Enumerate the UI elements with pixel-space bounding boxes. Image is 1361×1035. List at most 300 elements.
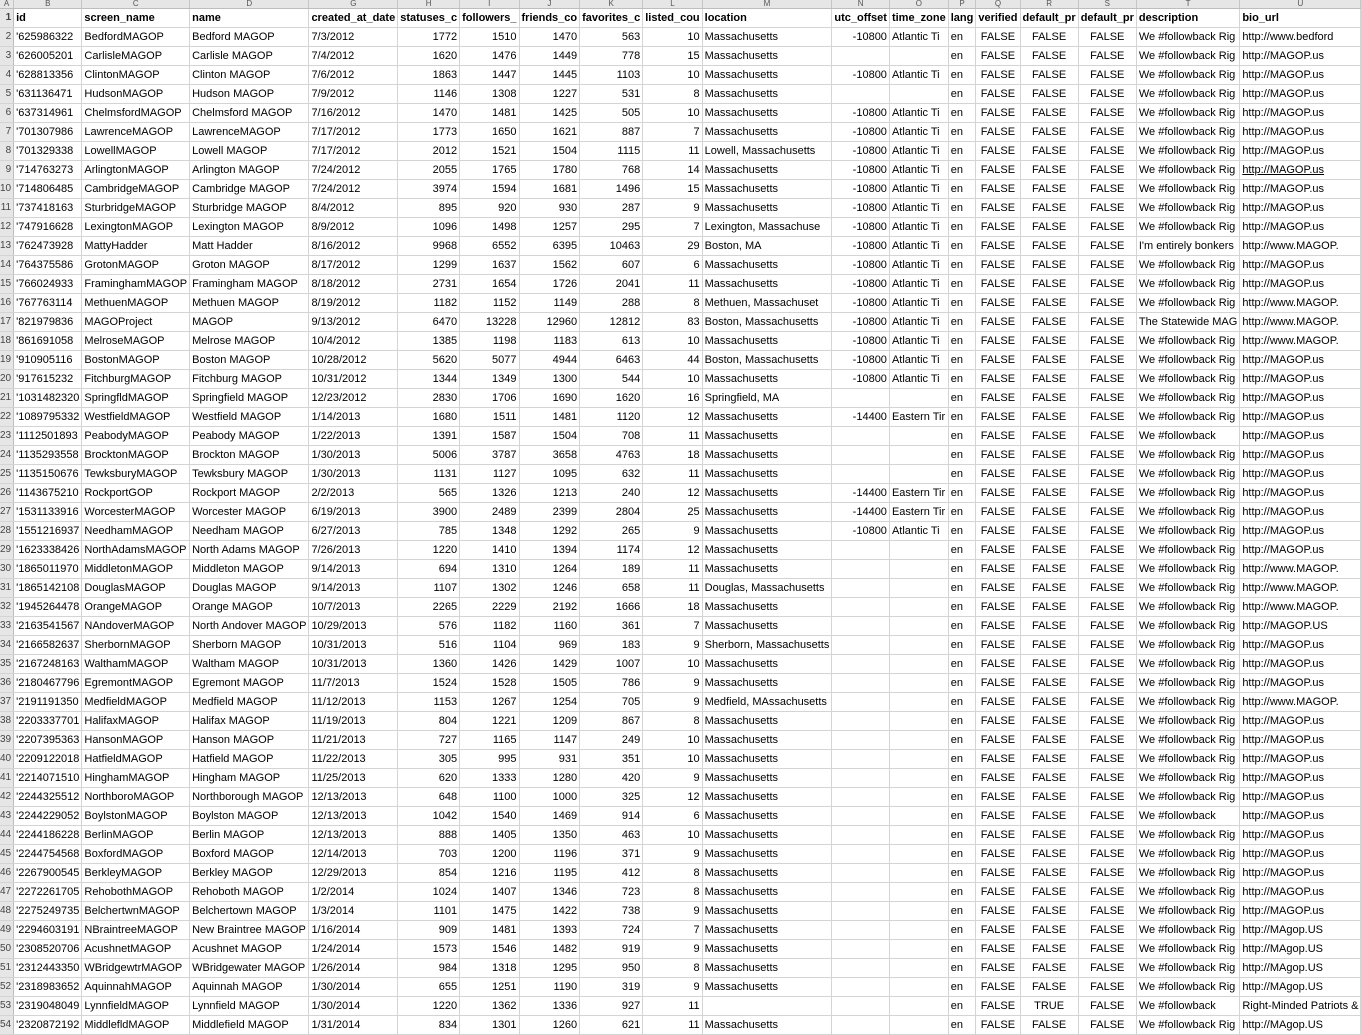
table-cell[interactable]: '917615232 — [14, 370, 82, 389]
row-number[interactable]: 11 — [0, 199, 14, 218]
column-letter[interactable]: O — [889, 0, 948, 9]
table-cell[interactable]: FALSE — [1078, 104, 1136, 123]
table-cell[interactable]: FALSE — [1078, 218, 1136, 237]
table-cell[interactable]: 1007 — [580, 655, 643, 674]
table-cell[interactable]: en — [948, 902, 976, 921]
row-number[interactable]: 12 — [0, 218, 14, 237]
table-cell[interactable]: -10800 — [832, 123, 890, 142]
table-cell[interactable]: FALSE — [1078, 237, 1136, 256]
table-cell[interactable]: 10/31/2013 — [309, 655, 398, 674]
table-cell[interactable]: 16 — [643, 389, 702, 408]
table-cell[interactable] — [889, 921, 948, 940]
table-cell[interactable]: BrocktonMAGOP — [82, 446, 190, 465]
table-cell[interactable]: 8 — [643, 85, 702, 104]
table-cell[interactable]: Acushnet MAGOP — [190, 940, 309, 959]
table-cell[interactable]: 786 — [580, 674, 643, 693]
table-cell[interactable]: 1504 — [519, 142, 580, 161]
field-header-cell[interactable]: friends_co — [519, 9, 580, 28]
table-cell[interactable]: 1587 — [460, 427, 519, 446]
table-cell[interactable] — [889, 560, 948, 579]
table-cell[interactable]: '2167248163 — [14, 655, 82, 674]
table-cell[interactable]: Peabody MAGOP — [190, 427, 309, 446]
table-cell[interactable]: 1096 — [398, 218, 460, 237]
table-cell[interactable]: FALSE — [1078, 47, 1136, 66]
table-cell[interactable]: 11/19/2013 — [309, 712, 398, 731]
table-cell[interactable]: 1333 — [460, 769, 519, 788]
table-cell[interactable] — [832, 446, 890, 465]
table-cell[interactable]: 854 — [398, 864, 460, 883]
table-cell[interactable]: FALSE — [1020, 237, 1078, 256]
table-cell[interactable]: FALSE — [1078, 180, 1136, 199]
table-cell[interactable]: 516 — [398, 636, 460, 655]
table-cell[interactable]: 371 — [580, 845, 643, 864]
table-cell[interactable]: 9 — [643, 674, 702, 693]
table-cell[interactable]: FALSE — [1078, 560, 1136, 579]
table-cell[interactable]: FALSE — [1020, 826, 1078, 845]
table-cell[interactable]: '2209122018 — [14, 750, 82, 769]
table-cell[interactable]: Medfield MAGOP — [190, 693, 309, 712]
table-cell[interactable]: http://MAGOP.us — [1240, 351, 1361, 370]
table-cell[interactable]: '2244186228 — [14, 826, 82, 845]
table-cell[interactable] — [832, 921, 890, 940]
table-cell[interactable]: 1504 — [519, 427, 580, 446]
row-number[interactable]: 47 — [0, 883, 14, 902]
table-cell[interactable]: en — [948, 332, 976, 351]
table-cell[interactable]: FALSE — [1078, 161, 1136, 180]
table-cell[interactable]: '631136471 — [14, 85, 82, 104]
table-cell[interactable]: 7/17/2012 — [309, 123, 398, 142]
table-cell[interactable]: 12/13/2013 — [309, 826, 398, 845]
table-cell[interactable]: FALSE — [976, 66, 1020, 85]
table-cell[interactable]: 1475 — [460, 902, 519, 921]
table-cell[interactable]: 9 — [643, 940, 702, 959]
table-cell[interactable]: 1362 — [460, 997, 519, 1016]
table-cell[interactable]: '1623338426 — [14, 541, 82, 560]
table-cell[interactable]: Atlantic Ti — [889, 351, 948, 370]
table-cell[interactable]: http://MAgop.US — [1240, 921, 1361, 940]
table-cell[interactable]: en — [948, 940, 976, 959]
table-cell[interactable]: FALSE — [976, 389, 1020, 408]
row-number[interactable]: 37 — [0, 693, 14, 712]
table-cell[interactable]: 1308 — [460, 85, 519, 104]
table-cell[interactable]: 705 — [580, 693, 643, 712]
table-cell[interactable]: 1146 — [398, 85, 460, 104]
table-cell[interactable]: 1/30/2013 — [309, 446, 398, 465]
table-cell[interactable]: 11 — [643, 142, 702, 161]
table-cell[interactable]: NorthboroMAGOP — [82, 788, 190, 807]
table-cell[interactable]: 1182 — [460, 617, 519, 636]
table-cell[interactable]: FALSE — [976, 959, 1020, 978]
table-cell[interactable]: FALSE — [1078, 997, 1136, 1016]
row-number[interactable]: 43 — [0, 807, 14, 826]
row-number[interactable]: 6 — [0, 104, 14, 123]
table-cell[interactable]: en — [948, 123, 976, 142]
table-cell[interactable]: North Adams MAGOP — [190, 541, 309, 560]
table-cell[interactable]: en — [948, 408, 976, 427]
table-cell[interactable]: 1/30/2013 — [309, 465, 398, 484]
table-cell[interactable]: en — [948, 883, 976, 902]
table-cell[interactable]: http://www.MAGOP. — [1240, 598, 1361, 617]
table-cell[interactable]: LawrenceMAGOP — [82, 123, 190, 142]
table-cell[interactable]: 1246 — [519, 579, 580, 598]
table-cell[interactable]: We #followback Rig — [1136, 142, 1239, 161]
table-cell[interactable]: 930 — [519, 199, 580, 218]
table-cell[interactable]: Atlantic Ti — [889, 199, 948, 218]
table-cell[interactable]: 1182 — [398, 294, 460, 313]
table-cell[interactable]: 1470 — [398, 104, 460, 123]
table-cell[interactable]: We #followback Rig — [1136, 712, 1239, 731]
row-number[interactable]: 1 — [0, 9, 14, 28]
table-cell[interactable]: We #followback Rig — [1136, 199, 1239, 218]
table-cell[interactable]: -10800 — [832, 28, 890, 47]
table-cell[interactable]: 1216 — [460, 864, 519, 883]
table-cell[interactable]: We #followback — [1136, 807, 1239, 826]
table-cell[interactable]: 10 — [643, 731, 702, 750]
table-cell[interactable]: http://MAGOP.us — [1240, 408, 1361, 427]
table-cell[interactable]: 1562 — [519, 256, 580, 275]
table-cell[interactable]: FALSE — [1020, 256, 1078, 275]
table-cell[interactable]: We #followback Rig — [1136, 959, 1239, 978]
table-cell[interactable]: 1/31/2014 — [309, 1016, 398, 1035]
table-cell[interactable]: http://MAgop.US — [1240, 1016, 1361, 1035]
table-cell[interactable]: FALSE — [976, 731, 1020, 750]
table-cell[interactable]: We #followback Rig — [1136, 503, 1239, 522]
table-cell[interactable]: FALSE — [976, 237, 1020, 256]
column-letter[interactable]: N — [832, 0, 890, 9]
table-cell[interactable]: 768 — [580, 161, 643, 180]
table-cell[interactable]: FALSE — [1020, 807, 1078, 826]
field-header-cell[interactable]: followers_ — [460, 9, 519, 28]
table-cell[interactable]: FALSE — [1020, 750, 1078, 769]
table-cell[interactable]: 1360 — [398, 655, 460, 674]
table-cell[interactable]: We #followback Rig — [1136, 693, 1239, 712]
table-cell[interactable]: en — [948, 199, 976, 218]
table-cell[interactable]: We #followback Rig — [1136, 370, 1239, 389]
row-number[interactable]: 8 — [0, 142, 14, 161]
table-cell[interactable]: 3658 — [519, 446, 580, 465]
table-cell[interactable]: Massachusetts — [702, 104, 832, 123]
table-cell[interactable]: -10800 — [832, 104, 890, 123]
table-cell[interactable]: FALSE — [1078, 807, 1136, 826]
table-cell[interactable]: FALSE — [1078, 845, 1136, 864]
table-cell[interactable]: '766024933 — [14, 275, 82, 294]
table-cell[interactable]: FALSE — [1078, 750, 1136, 769]
table-cell[interactable]: Carlisle MAGOP — [190, 47, 309, 66]
table-cell[interactable]: FALSE — [1020, 199, 1078, 218]
table-cell[interactable]: Massachusetts — [702, 560, 832, 579]
table-cell[interactable]: http://MAGOP.us — [1240, 47, 1361, 66]
table-cell[interactable]: FALSE — [976, 940, 1020, 959]
table-cell[interactable]: http://MAGOP.us — [1240, 902, 1361, 921]
table-cell[interactable]: 1348 — [460, 522, 519, 541]
table-cell[interactable]: '1089795332 — [14, 408, 82, 427]
table-cell[interactable]: '2163541567 — [14, 617, 82, 636]
table-cell[interactable]: 9/14/2013 — [309, 579, 398, 598]
table-cell[interactable]: FALSE — [1078, 66, 1136, 85]
table-cell[interactable]: http://MAGOP.us — [1240, 275, 1361, 294]
table-cell[interactable]: NAndoverMAGOP — [82, 617, 190, 636]
table-cell[interactable]: FALSE — [1078, 332, 1136, 351]
table-cell[interactable]: 11/21/2013 — [309, 731, 398, 750]
field-header-cell[interactable]: lang — [948, 9, 976, 28]
table-cell[interactable]: FALSE — [1078, 28, 1136, 47]
column-letter[interactable]: G — [309, 0, 398, 9]
table-cell[interactable]: 1280 — [519, 769, 580, 788]
table-cell[interactable]: -10800 — [832, 351, 890, 370]
table-cell[interactable]: 1447 — [460, 66, 519, 85]
row-number[interactable]: 39 — [0, 731, 14, 750]
table-cell[interactable]: MiddlefldMAGOP — [82, 1016, 190, 1035]
table-cell[interactable]: 1726 — [519, 275, 580, 294]
table-cell[interactable]: Atlantic Ti — [889, 275, 948, 294]
table-cell[interactable]: 927 — [580, 997, 643, 1016]
table-cell[interactable]: 1115 — [580, 142, 643, 161]
table-cell[interactable]: Massachusetts — [702, 28, 832, 47]
table-cell[interactable]: FALSE — [1020, 28, 1078, 47]
column-letter[interactable]: C — [82, 0, 190, 9]
table-cell[interactable]: Eastern Tir — [889, 408, 948, 427]
table-cell[interactable]: en — [948, 104, 976, 123]
row-number[interactable]: 16 — [0, 294, 14, 313]
table-cell[interactable]: 632 — [580, 465, 643, 484]
table-cell[interactable]: 420 — [580, 769, 643, 788]
table-cell[interactable]: Massachusetts — [702, 826, 832, 845]
table-cell[interactable]: Lexington MAGOP — [190, 218, 309, 237]
table-cell[interactable]: We #followback Rig — [1136, 617, 1239, 636]
table-cell[interactable] — [832, 636, 890, 655]
table-cell[interactable]: 1336 — [519, 997, 580, 1016]
table-cell[interactable]: FALSE — [1078, 351, 1136, 370]
table-cell[interactable]: 12 — [643, 408, 702, 427]
table-cell[interactable]: en — [948, 636, 976, 655]
table-cell[interactable]: '764375586 — [14, 256, 82, 275]
row-number[interactable]: 38 — [0, 712, 14, 731]
table-cell[interactable]: 8 — [643, 883, 702, 902]
table-cell[interactable]: http://www.MAGOP. — [1240, 294, 1361, 313]
table-cell[interactable]: FALSE — [1020, 313, 1078, 332]
table-cell[interactable]: We #followback Rig — [1136, 731, 1239, 750]
table-cell[interactable] — [832, 389, 890, 408]
table-cell[interactable]: 10 — [643, 28, 702, 47]
table-cell[interactable]: We #followback — [1136, 427, 1239, 446]
row-number[interactable]: 32 — [0, 598, 14, 617]
table-cell[interactable]: Massachusetts — [702, 864, 832, 883]
table-cell[interactable]: HansonMAGOP — [82, 731, 190, 750]
table-cell[interactable]: HalifaxMAGOP — [82, 712, 190, 731]
table-cell[interactable]: Atlantic Ti — [889, 370, 948, 389]
table-cell[interactable]: 10 — [643, 104, 702, 123]
table-cell[interactable] — [889, 883, 948, 902]
table-cell[interactable]: '2312443350 — [14, 959, 82, 978]
table-cell[interactable]: NorthAdamsMAGOP — [82, 541, 190, 560]
table-cell[interactable]: 6 — [643, 256, 702, 275]
table-cell[interactable]: 984 — [398, 959, 460, 978]
table-cell[interactable]: FALSE — [1020, 408, 1078, 427]
table-cell[interactable]: http://MAGOP.us — [1240, 769, 1361, 788]
table-cell[interactable]: Northborough MAGOP — [190, 788, 309, 807]
table-cell[interactable]: FALSE — [1078, 598, 1136, 617]
table-cell[interactable]: Rockport MAGOP — [190, 484, 309, 503]
table-cell[interactable] — [832, 674, 890, 693]
row-number[interactable]: 7 — [0, 123, 14, 142]
table-cell[interactable]: Arlington MAGOP — [190, 161, 309, 180]
row-number[interactable]: 25 — [0, 465, 14, 484]
table-cell[interactable]: Atlantic Ti — [889, 123, 948, 142]
table-cell[interactable]: 2731 — [398, 275, 460, 294]
table-cell[interactable]: AcushnetMAGOP — [82, 940, 190, 959]
table-cell[interactable]: Belchertown MAGOP — [190, 902, 309, 921]
table-cell[interactable]: FALSE — [1020, 142, 1078, 161]
table-cell[interactable]: 1104 — [460, 636, 519, 655]
table-cell[interactable]: 1100 — [460, 788, 519, 807]
table-cell[interactable]: 412 — [580, 864, 643, 883]
table-cell[interactable]: 1426 — [460, 655, 519, 674]
table-cell[interactable]: FALSE — [1020, 579, 1078, 598]
table-cell[interactable]: FALSE — [976, 902, 1020, 921]
table-cell[interactable] — [832, 788, 890, 807]
table-cell[interactable]: http://MAgop.US — [1240, 978, 1361, 997]
table-cell[interactable]: 1481 — [460, 104, 519, 123]
table-cell[interactable]: FALSE — [976, 1016, 1020, 1035]
table-cell[interactable]: 919 — [580, 940, 643, 959]
table-cell[interactable]: FALSE — [976, 769, 1020, 788]
table-cell[interactable]: http://MAGOP.us — [1240, 731, 1361, 750]
table-cell[interactable]: 12/23/2012 — [309, 389, 398, 408]
table-cell[interactable]: Massachusetts — [702, 503, 832, 522]
table-cell[interactable]: 12812 — [580, 313, 643, 332]
table-cell[interactable]: FALSE — [1020, 104, 1078, 123]
table-cell[interactable]: FALSE — [976, 199, 1020, 218]
table-cell[interactable]: 1394 — [519, 541, 580, 560]
table-cell[interactable]: Bedford MAGOP — [190, 28, 309, 47]
table-cell[interactable]: 1/14/2013 — [309, 408, 398, 427]
table-cell[interactable]: 6/19/2013 — [309, 503, 398, 522]
table-cell[interactable]: 10/4/2012 — [309, 332, 398, 351]
table-cell[interactable]: 1780 — [519, 161, 580, 180]
table-cell[interactable]: FALSE — [1020, 902, 1078, 921]
table-cell[interactable]: Hingham MAGOP — [190, 769, 309, 788]
table-cell[interactable]: '2318983652 — [14, 978, 82, 997]
table-cell[interactable]: FALSE — [976, 85, 1020, 104]
table-cell[interactable]: PeabodyMAGOP — [82, 427, 190, 446]
table-cell[interactable]: 11/7/2013 — [309, 674, 398, 693]
table-cell[interactable]: Massachusetts — [702, 978, 832, 997]
table-cell[interactable]: '747916628 — [14, 218, 82, 237]
table-cell[interactable]: 9 — [643, 978, 702, 997]
table-cell[interactable]: 9/14/2013 — [309, 560, 398, 579]
table-cell[interactable]: 1160 — [519, 617, 580, 636]
table-cell[interactable]: 18 — [643, 598, 702, 617]
field-header-cell[interactable]: bio_url — [1240, 9, 1361, 28]
table-cell[interactable]: Massachusetts — [702, 123, 832, 142]
table-cell[interactable]: BedfordMAGOP — [82, 28, 190, 47]
table-cell[interactable]: Boylston MAGOP — [190, 807, 309, 826]
table-cell[interactable]: '1031482320 — [14, 389, 82, 408]
table-cell[interactable]: en — [948, 28, 976, 47]
table-cell[interactable]: 11 — [643, 997, 702, 1016]
field-header-cell[interactable]: id — [14, 9, 82, 28]
column-letter[interactable]: B — [14, 0, 82, 9]
table-cell[interactable] — [889, 427, 948, 446]
table-cell[interactable]: 723 — [580, 883, 643, 902]
table-cell[interactable]: 1620 — [398, 47, 460, 66]
table-cell[interactable]: 1425 — [519, 104, 580, 123]
table-cell[interactable]: 1213 — [519, 484, 580, 503]
table-cell[interactable]: FALSE — [1078, 864, 1136, 883]
table-cell[interactable]: '2244754568 — [14, 845, 82, 864]
table-cell[interactable]: http://MAGOP.us — [1240, 845, 1361, 864]
table-cell[interactable]: Worcester MAGOP — [190, 503, 309, 522]
table-cell[interactable]: '626005201 — [14, 47, 82, 66]
table-cell[interactable]: FALSE — [976, 978, 1020, 997]
row-number[interactable]: 24 — [0, 446, 14, 465]
table-cell[interactable]: http://MAGOP.us — [1240, 427, 1361, 446]
table-cell[interactable]: Massachusetts — [702, 712, 832, 731]
table-cell[interactable]: 1190 — [519, 978, 580, 997]
table-cell[interactable]: 1470 — [519, 28, 580, 47]
table-cell[interactable]: 1344 — [398, 370, 460, 389]
table-cell[interactable]: Massachusetts — [702, 47, 832, 66]
field-header-cell[interactable]: screen_name — [82, 9, 190, 28]
table-cell[interactable]: FALSE — [1020, 465, 1078, 484]
table-cell[interactable] — [889, 845, 948, 864]
table-cell[interactable]: http://MAGOP.us — [1240, 864, 1361, 883]
table-cell[interactable]: FALSE — [1020, 769, 1078, 788]
table-cell[interactable] — [889, 465, 948, 484]
table-cell[interactable]: 1621 — [519, 123, 580, 142]
table-cell[interactable]: en — [948, 66, 976, 85]
table-cell[interactable]: 7/9/2012 — [309, 85, 398, 104]
table-cell[interactable] — [832, 560, 890, 579]
table-cell[interactable]: '2294603191 — [14, 921, 82, 940]
table-cell[interactable]: en — [948, 674, 976, 693]
table-cell[interactable]: http://MAGOP.us — [1240, 655, 1361, 674]
table-cell[interactable] — [889, 731, 948, 750]
table-cell[interactable]: FALSE — [976, 674, 1020, 693]
table-cell[interactable]: '767763114 — [14, 294, 82, 313]
table-cell[interactable]: FALSE — [1020, 788, 1078, 807]
table-cell[interactable]: 288 — [580, 294, 643, 313]
table-cell[interactable] — [832, 693, 890, 712]
table-cell[interactable]: 2399 — [519, 503, 580, 522]
table-cell[interactable]: 7/26/2013 — [309, 541, 398, 560]
table-cell[interactable]: 10 — [643, 66, 702, 85]
table-cell[interactable]: FALSE — [1020, 66, 1078, 85]
table-cell[interactable]: 1131 — [398, 465, 460, 484]
table-cell[interactable]: http://MAGOP.us — [1240, 788, 1361, 807]
table-cell[interactable]: Aquinnah MAGOP — [190, 978, 309, 997]
table-cell[interactable]: en — [948, 180, 976, 199]
column-letter[interactable]: S — [1078, 0, 1136, 9]
table-cell[interactable]: We #followback Rig — [1136, 161, 1239, 180]
table-cell[interactable]: Springfield MAGOP — [190, 389, 309, 408]
table-cell[interactable]: MiddletonMAGOP — [82, 560, 190, 579]
table-cell[interactable]: 1/30/2014 — [309, 997, 398, 1016]
table-cell[interactable]: 1165 — [460, 731, 519, 750]
table-cell[interactable]: Egremont MAGOP — [190, 674, 309, 693]
table-cell[interactable] — [832, 940, 890, 959]
table-cell[interactable]: We #followback Rig — [1136, 180, 1239, 199]
table-cell[interactable]: 6552 — [460, 237, 519, 256]
table-cell[interactable]: 1318 — [460, 959, 519, 978]
table-cell[interactable]: en — [948, 503, 976, 522]
table-cell[interactable]: FitchburgMAGOP — [82, 370, 190, 389]
row-number[interactable]: 23 — [0, 427, 14, 446]
table-cell[interactable]: 1254 — [519, 693, 580, 712]
table-cell[interactable] — [889, 389, 948, 408]
table-cell[interactable]: FALSE — [976, 446, 1020, 465]
table-cell[interactable]: en — [948, 522, 976, 541]
